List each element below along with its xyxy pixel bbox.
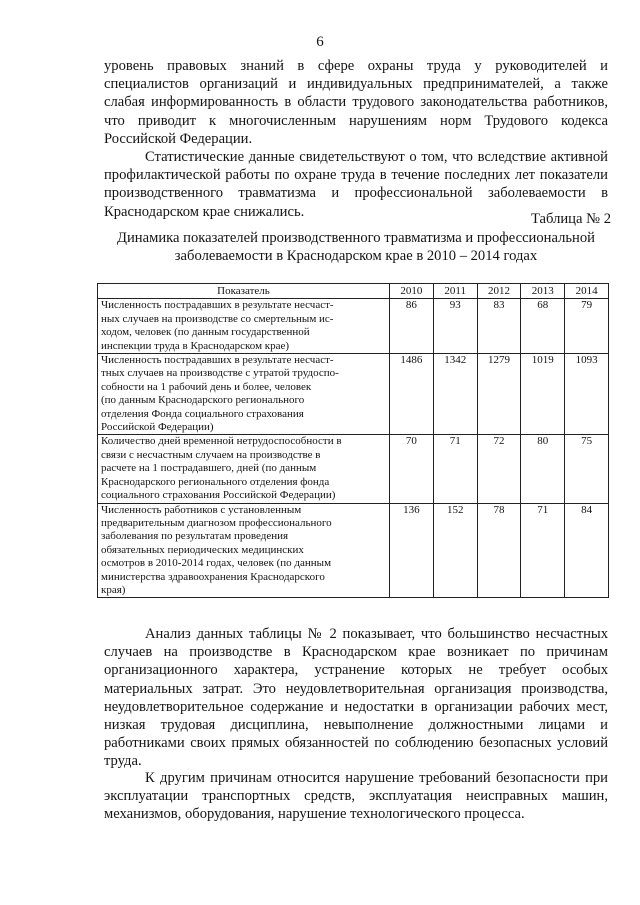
table-cell: 79 xyxy=(565,299,609,354)
row-label-line: ходом, человек (по данным государственной xyxy=(101,326,310,339)
table-cell: 84 xyxy=(565,503,609,598)
table-cell: 1342 xyxy=(433,354,477,435)
row-label xyxy=(98,435,390,503)
row-label-line: края) xyxy=(101,583,126,596)
table-cell: 1093 xyxy=(565,354,609,435)
text-line: материальных затрат. Это неудовлетворительная организация производства, xyxy=(104,680,608,697)
column-header-year: 2011 xyxy=(433,284,477,299)
text-line: профилактической работы по охране труда в течение последних лет показатели xyxy=(104,167,608,184)
row-label-line: инспекции труда в Краснодарском крае) xyxy=(101,339,290,352)
row-label-line: Численность пострадавших в результате несчаст- xyxy=(101,299,334,312)
caption-line: Динамика показателей производственного травматизма и профессиональной xyxy=(117,230,595,246)
column-header-year: 2013 xyxy=(521,284,565,299)
table-row xyxy=(98,503,609,598)
row-label-line: социального страхования Российской Федерации) xyxy=(101,489,336,502)
table-cell: 71 xyxy=(433,435,477,503)
row-label-line: осмотров в 2010-2014 годах, человек (по данным xyxy=(101,557,332,570)
row-label-line: отделения Фонда социального страхования xyxy=(101,407,304,420)
table-row xyxy=(98,435,609,503)
table-row xyxy=(98,299,609,354)
row-label-line: предварительным диагнозом профессионального xyxy=(101,516,332,529)
table-cell: 1279 xyxy=(477,354,521,435)
text-line: механизмов, оборудования, нарушение технологического процесса. xyxy=(104,806,525,823)
text-line: уровень правовых знаний в сфере охраны труда у руководителей и xyxy=(104,58,608,74)
text-line: производственного травматизма и профессиональной заболеваемости в xyxy=(104,185,608,202)
row-label-line: обязательных периодических медицинских xyxy=(101,543,304,556)
row-label-line: министерства здравоохранения Краснодарского xyxy=(101,570,325,583)
table-number: Таблица № 2 xyxy=(531,211,611,227)
paragraph-3 xyxy=(104,625,608,771)
row-label-line: заболевания по результатам проведения xyxy=(101,530,289,543)
table-cell: 93 xyxy=(433,299,477,354)
row-label-line: расчете на 1 пострадавшего, дней (по данным xyxy=(101,462,317,475)
row-label xyxy=(98,299,390,354)
text-line: Статистические данные свидетельствуют о том, что вследствие активной xyxy=(145,149,608,165)
table-cell: 1019 xyxy=(521,354,565,435)
column-header-indicator: Показатель xyxy=(98,284,390,299)
text-line: Краснодарском крае снижались. xyxy=(104,203,305,220)
text-line: К другим причинам относится нарушение требований безопасности при xyxy=(145,770,608,786)
column-header-year: 2012 xyxy=(477,284,521,299)
text-line: специалистов организаций и индивидуальных предпринимателей, а также xyxy=(104,76,608,93)
row-label-line: Численность работников с установленным xyxy=(101,503,302,516)
table-cell: 152 xyxy=(433,503,477,598)
row-label-line: Российской Федерации) xyxy=(101,421,214,434)
table-header-row xyxy=(98,284,609,299)
text-line: организационного характера, устранение которых не требует особых xyxy=(104,662,608,679)
text-line: неудовлетворительное содержание и недостатки в организации рабочих мест, xyxy=(104,698,608,715)
table-cell: 75 xyxy=(565,435,609,503)
column-header-year: 2014 xyxy=(565,284,609,299)
paragraph-4 xyxy=(104,769,608,824)
text-line: слабая информированность в области трудового законодательства работников, xyxy=(104,94,608,111)
caption-line: заболеваемости в Краснодарском крае в 2010 – 2014 годах xyxy=(174,248,538,264)
row-label-line: (по данным Краснодарского регионального xyxy=(101,394,305,407)
row-label-line: ных случаев на производстве со смертельным ис- xyxy=(101,312,334,325)
text-line: Анализ данных таблицы № 2 показывает, что большинство несчастных xyxy=(145,626,608,642)
table-cell: 80 xyxy=(521,435,565,503)
table-cell: 78 xyxy=(477,503,521,598)
table-cell: 1486 xyxy=(390,354,434,435)
table-caption xyxy=(96,229,616,265)
row-label-line: Краснодарского регионального отделения фонда xyxy=(101,475,330,488)
table-cell: 70 xyxy=(390,435,434,503)
text-line: что приводит к многочисленным нарушениям норм Трудового кодекса xyxy=(104,112,608,129)
row-label-line: тных случаев на производстве с утратой трудоспо- xyxy=(101,367,339,380)
table-cell: 83 xyxy=(477,299,521,354)
text-line: работниками своих прямых обязанностей по соблюдению безопасных условий xyxy=(104,735,608,752)
text-line: эксплуатации транспортных средств, эксплуатация неисправных машин, xyxy=(104,788,608,805)
row-label-line: связи с несчастным случаем на производстве в xyxy=(101,448,321,461)
table-cell: 72 xyxy=(477,435,521,503)
row-label xyxy=(98,354,390,435)
table-cell: 136 xyxy=(390,503,434,598)
row-label-line: Количество дней временной нетрудоспособности в xyxy=(101,435,342,448)
paragraph-2 xyxy=(104,148,608,221)
table-cell: 68 xyxy=(521,299,565,354)
statistics-table xyxy=(97,283,609,598)
text-line: случаев на производстве в Краснодарском крае возникает по причинам xyxy=(104,644,608,661)
text-line: Российской Федерации. xyxy=(104,130,253,147)
text-line: труда. xyxy=(104,753,142,770)
row-label-line: Численность пострадавших в результате несчаст- xyxy=(101,354,334,367)
text-line: низкая трудовая дисциплина, невыполнение должностными лицами и xyxy=(104,717,608,734)
table-cell: 71 xyxy=(521,503,565,598)
row-label-line: собности на 1 рабочий день и более, человек xyxy=(101,380,312,393)
row-label xyxy=(98,503,390,598)
paragraph-1 xyxy=(104,57,608,148)
page-number: 6 xyxy=(316,34,324,50)
table-cell: 86 xyxy=(390,299,434,354)
table-row xyxy=(98,354,609,435)
column-header-year: 2010 xyxy=(390,284,434,299)
